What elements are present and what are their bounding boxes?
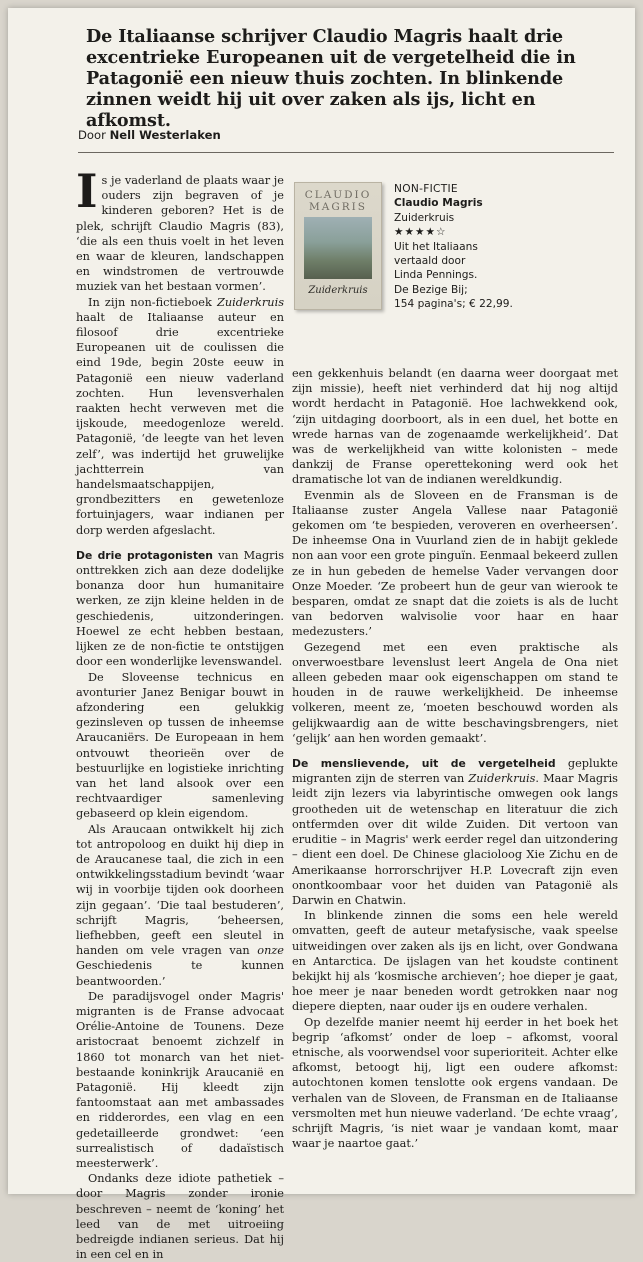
paragraph-text: In zijn non-fictieboek — [88, 295, 217, 309]
paragraph-text: van Magris onttrekken zich aan deze dodelijke bonanza door hun humanitaire werken, ze zijn kleine helden in de geschiedenis, uitzonderingen. Hoewel ze echt hebben bestaan, lijken ze de non-fictie te ontstijgen door een wonderlijke levenswandel. — [76, 548, 284, 669]
paragraph: een gekkenhuis belandt (en daarna weer doorgaat met zijn missie), heeft niet verhinderd dat hij nog altijd wordt herdacht in Patagonië. Hoe lachwekkend ook, ‘zijn uitdaging doorboort, als in een duel, het botte en wrede harnas van de zogenaamde werkelijkheid’. Dat was de werkelijkheid van witte kolonisten – mede dankzij de Franse operettekoning werd ook het dramatische lot van de indianen wereldkundig. — [292, 367, 618, 487]
paragraph: De Sloveense technicus en avonturier Janez Benigar bouwt in afzondering een gelukkig gezinsleven op tussen de inheemse Araucaniërs. De Europeaan in hem ontvouwt theorieën over de bestuurlijke en logistieke inrichting van het land alsook over een rechtvaardiger samenleving gebaseerd op klein eigendom. — [76, 670, 284, 821]
book-author: Claudio Magris — [394, 197, 483, 210]
book-info — [394, 182, 554, 312]
drop-cap: I — [76, 164, 98, 218]
lead-text-start: De Italiaanse schrijver Claudio Magris haalt drie — [86, 26, 564, 47]
paragraph: Gezegend met een even praktische als onverwoestbare levenslust leert Angela de Ona niet alleen gebeden maar ook eigenschappen om stand te houden in de rauwe werkelijkheid. De inheemse volkeren, meent ze, ‘moeten beschouwd worden als gelijkwaardig aan de witte beschavingsbrengers, niet ‘gelijk’ aan hen worden gemaakt’. — [292, 640, 618, 745]
paragraph: Evenmin als de Sloveen en de Fransman is de Italiaanse zuster Angela Vallese naar Patagonië gekomen om ‘te bespieden, veroveren en overheersen’. De inheemse Ona in Vuurland zien de in habijt geklede non aan voor een grote pinguïn. Eenmaal bekeerd zullen ze in hun gebeden de hemelse Vader vervangen door Onze Moeder. ‘Ze probeert hun de geur van wierook te besparen, omdat ze snapt dat die zoiets is als de lucht van bedorven walvisolie voor haar en haar medezusters.’ — [292, 488, 618, 639]
paragraph-text: . Maar Magris leidt zijn lezers via labyrintische omwegen ook langs grootheden uit de wetenschap en literatuur die zich ontfermden over dit wilde Zuiden. Dit vertoon van eruditie – in Magris' werk eerder regel dan uitzondering – dient een doel. De Chinese glacioloog Xie Zichu en de Amerikaanse horrorschrijver H.P. Lovecraft zijn even onontkoombaar voor het duiden van Patagonië als Darwin en Chatwin. — [292, 772, 618, 907]
paragraph: De paradijsvogel onder Magris' migranten is de Franse advocaat Orélie-Antoine de Tounens. Deze aristocraat benoemt zichzelf in 1860 tot monarch van het niet-bestaande koninkrijk Araucanië en Patagonië. Hij kleedt zijn fantoomstaat aan met ambassades en ridderordes, een vlag en een gedetailleerde grondwet: ‘een surrealistisch of dadaïstisch meesterwerk’. — [76, 989, 284, 1170]
paragraph — [76, 548, 284, 670]
cover-title: Zuiderkruis — [308, 285, 368, 296]
paragraph: In blinkende zinnen die soms een hele wereld omvatten, geeft de auteur metafysische, vaak speelse uitweidingen over zaken als ijs en licht, over Gondwana en Antarctica. De ijslagen van het koudste continent bekijkt hij als ‘kosmische archieven’; hoe dieper je gaat, hoe meer je naar beneden wordt getrokken naar nog diepere diepten, naar ouder ijs en oudere verhalen. — [292, 909, 618, 1014]
paragraph-text: geplukte migranten zijn de sterren van — [292, 757, 618, 786]
subheading: De menslievende, uit de vergetelheid — [292, 757, 556, 771]
paragraph — [76, 295, 284, 538]
paragraph — [76, 822, 284, 989]
cover-author-first: CLAUDIO — [304, 189, 372, 201]
article-column-left — [76, 164, 284, 1262]
book-category: NON-FICTIE — [394, 183, 458, 195]
byline — [78, 128, 221, 142]
book-detail-line: De Bezige Bij; — [394, 283, 468, 296]
cover-landscape-image — [304, 217, 372, 279]
paragraph-text: Geschiedenis te kunnen beantwoorden.’ — [76, 959, 284, 988]
article-column-right — [292, 366, 618, 1151]
book-detail-line: vertaald door — [394, 255, 466, 268]
book-detail-line: Uit het Italiaans — [394, 240, 478, 253]
subheading: De drie protagonisten — [76, 548, 213, 562]
paragraph — [76, 164, 284, 295]
star-rating-icon: ★★★★☆ — [394, 226, 447, 239]
paragraph-text: haalt de Italiaanse auteur en filosoof drie excentrieke Europeanen uit de coulissen die eind 19de, begin 20ste eeuw in Patagonië een nieuw vaderland zochten. Hun levensverhalen raakten hecht verweven met die ijskoude, meedogenloze wereld. Patagonië, ‘de leegte van het leven zelf’, was indertijd het gruwelijke jachtterrein van handelsmaatschappijen, grondbezitters en gewetenloze fortuinjagers, waar indianen per dorp werden afgeslacht. — [76, 310, 284, 537]
book-title: Zuiderkruis — [394, 211, 455, 224]
byline-prefix: Door — [78, 128, 110, 142]
paragraph-text: Als Araucaan ontwikkelt hij zich tot antropoloog en duikt hij diep in de Araucanese taal, die zich in een ontwikkelingsstadium bevindt ‘waar wij in voorbije tijden ook doorheen zijn gegaan’. ‘Die taal bestuderen’, schrijft Magris, ‘beheersen, liefhebben, geeft een sleutel in handen om vele vragen van — [76, 822, 284, 958]
paragraph — [292, 756, 618, 908]
book-title-inline: Zuiderkruis — [217, 295, 284, 309]
byline-divider — [78, 152, 614, 153]
cover-author-last: MAGRIS — [309, 201, 367, 213]
book-detail-line: 154 pagina's; € 22,99. — [394, 298, 513, 311]
paragraph: Op dezelfde manier neemt hij eerder in het boek het begrip ‘afkomst’ onder de loep – afkomst, vooral etnische, als voorwendsel voor superioriteit. Achter elke afkomst, betoogt hij, ligt een oudere afkomst: autochtonen komen tenslotte ook ergens vandaan. De verhalen van de Sloveen, de Fransman en de Italiaanse versmolten met hun nieuwe vaderland. ‘De echte vraag’, schrijft Magris, ‘is niet waar je vandaan komt, maar waar je naartoe gaat.’ — [292, 1015, 618, 1151]
emphasis: onze — [257, 944, 284, 958]
article-lead — [86, 26, 626, 131]
paragraph-text: s je vaderland de plaats waar je ouders zijn begraven of je kinderen geboren? Het is de plek, schrijft Claudio Magris (83), ‘die als een thuis voelt in het leven en waar de kleuren, landschappen en windstromen de vertrouwde muziek van het bestaan vormen’. — [76, 174, 284, 294]
newspaper-page — [8, 8, 635, 1262]
book-cover — [294, 182, 382, 310]
lead-text-end: uit de vergetelheid die in Patagonië een nieuw thuis zochten. In blinkende zinnen weidt hij uit over zaken als ijs, licht en afkomst. — [86, 47, 576, 131]
paragraph: Ondanks deze idiote pathetiek – door Magris zonder ironie beschreven – neemt de ‘koning’ het leed van de met uitroeiing bedreigde indianen serieus. Dat hij in een cel en in — [76, 1172, 284, 1262]
lead-highlight: excentrieke Europeanen — [86, 47, 324, 68]
book-title-inline: Zuiderkruis — [468, 772, 536, 786]
byline-author: Nell Westerlaken — [109, 128, 221, 142]
book-detail-line: Linda Pennings. — [394, 269, 478, 282]
